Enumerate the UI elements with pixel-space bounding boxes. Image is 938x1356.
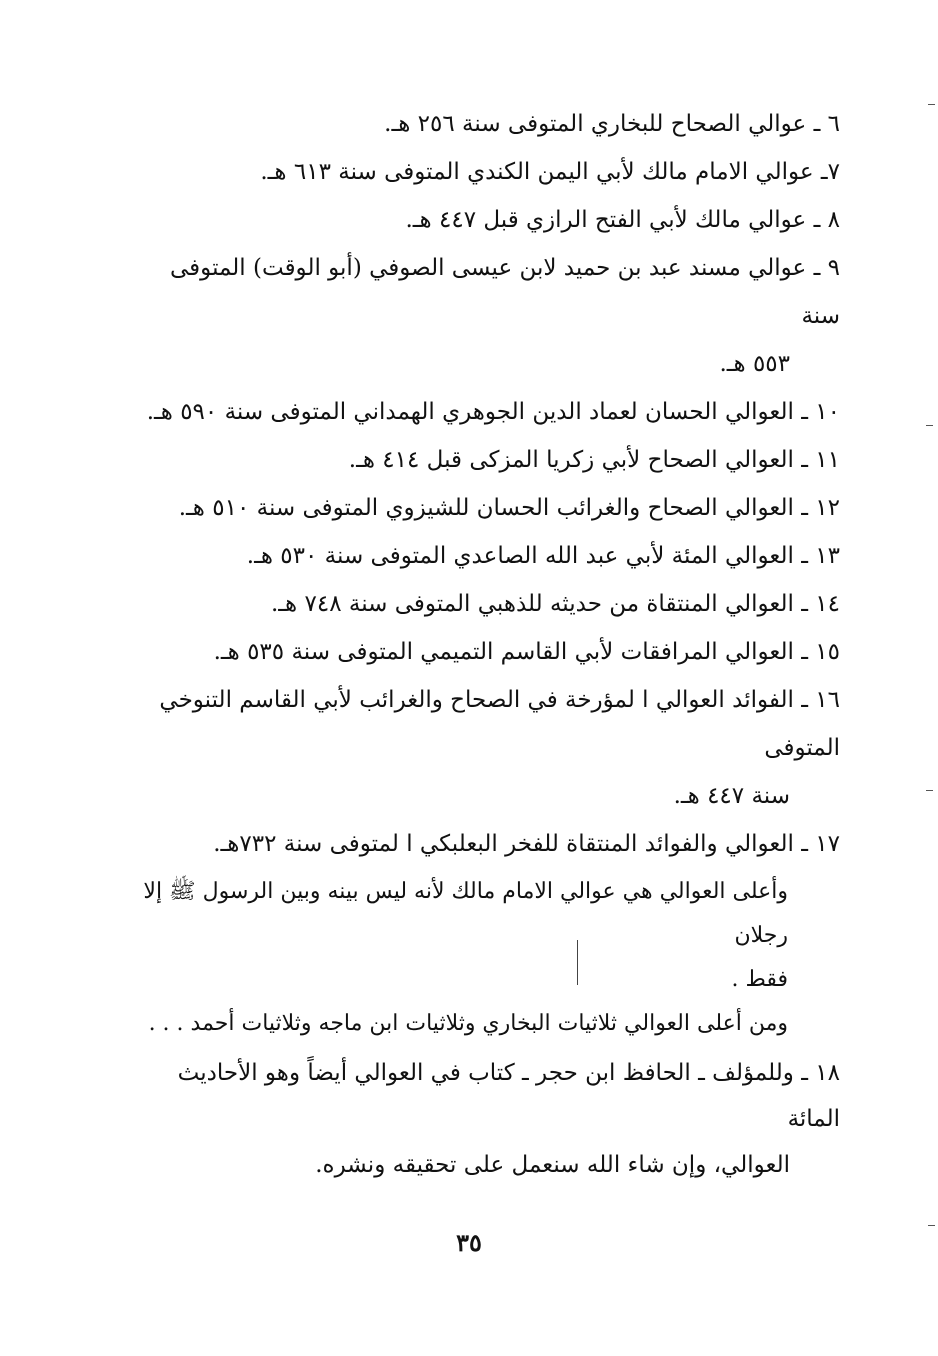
item-number: ١٥ ـ xyxy=(801,639,840,665)
margin-tick-mark xyxy=(928,104,935,105)
item-text: العوالي المئة لأبي عبد الله الصاعدي المتوفى سنة ٥٣٠ هـ. xyxy=(246,543,794,569)
item-number: ٦ ـ xyxy=(813,111,840,137)
item-continuation: العوالي، وإن شاء الله سنعمل على تحقيقه ونشره. xyxy=(315,1152,790,1178)
item-text: العوالي المنتقاة من حديثه للذهبي المتوفى سنة ٧٤٨ هـ. xyxy=(271,591,794,617)
list-item-14 xyxy=(130,580,840,628)
margin-tick-mark xyxy=(928,1225,935,1226)
item-text: وللمؤلف ـ الحافظ ابن حجر ـ كتاب في العوالي أيضاً وهو الأحاديث المائة xyxy=(177,1060,840,1132)
item-number: ١٣ ـ xyxy=(801,543,840,569)
page-content xyxy=(130,100,840,1188)
item-number: ١٨ ـ xyxy=(801,1060,840,1086)
item-number: ١٤ ـ xyxy=(801,591,840,617)
item-text: العوالي والفوائد المنتقاة للفخر البعلبكي ا لمتوفى سنة ٧٣٢هـ. xyxy=(213,831,794,857)
margin-tick-mark xyxy=(926,790,933,791)
list-item-15 xyxy=(130,628,840,676)
list-item-8 xyxy=(130,196,840,244)
note-continuation: فقط . xyxy=(731,967,788,992)
list-item-9 xyxy=(130,244,840,388)
list-item-7 xyxy=(130,148,840,196)
item-number: ١١ ـ xyxy=(801,447,840,473)
note-paragraph-1 xyxy=(130,870,840,1002)
item-text: العوالي الصحاح والغرائب الحسان للشيزوي المتوفى سنة ٥١٠ هـ. xyxy=(178,495,794,521)
item-text: عوالي مالك لأبي الفتح الرازي قبل ٤٤٧ هـ. xyxy=(405,207,807,233)
item-number: ١٧ ـ xyxy=(801,831,840,857)
list-item-12 xyxy=(130,484,840,532)
item-number: ٩ ـ xyxy=(813,255,840,281)
list-item-10 xyxy=(130,388,840,436)
item-continuation: ٥٥٣ هـ. xyxy=(719,351,790,377)
list-item-11 xyxy=(130,436,840,484)
list-item-6 xyxy=(130,100,840,148)
item-number: ١٦ ـ xyxy=(801,687,840,713)
item-text: العوالي الحسان لعماد الدين الجوهري الهمداني المتوفى سنة ٥٩٠ هـ. xyxy=(146,399,794,425)
scan-mark-line xyxy=(577,940,578,985)
item-text: الفوائد العوالي ا لمؤرخة في الصحاح والغرائب لأبي القاسم التنوخي المتوفى xyxy=(159,687,840,761)
item-text: عوالي مسند عبد بن حميد لابن عيسى الصوفي (أبو الوقت) المتوفى سنة xyxy=(170,255,840,329)
page-number: ٣٥ xyxy=(456,1228,482,1257)
item-text: العوالي المرافقات لأبي القاسم التميمي المتوفى سنة ٥٣٥ هـ. xyxy=(213,639,794,665)
item-number: ١٠ ـ xyxy=(801,399,840,425)
margin-tick-mark xyxy=(926,425,933,426)
item-text: عوالي الصحاح للبخاري المتوفى سنة ٢٥٦ هـ. xyxy=(384,111,807,137)
list-item-17 xyxy=(130,820,840,868)
item-text: عوالي الامام مالك لأبي اليمن الكندي المتوفى سنة ٦١٣ هـ. xyxy=(260,159,814,185)
item-number: ٧ـ xyxy=(820,159,840,185)
note-paragraph-2 xyxy=(130,1002,840,1046)
list-item-16 xyxy=(130,676,840,820)
list-item-18 xyxy=(130,1050,840,1188)
note-text: ومن أعلى العوالي ثلاثيات البخاري وثلاثيات ابن ماجه وثلاثيات أحمد . . . xyxy=(148,1011,788,1036)
item-continuation: سنة ٤٤٧ هـ. xyxy=(673,783,790,809)
item-text: العوالي الصحاح لأبي زكريا المزكى قبل ٤١٤ هـ. xyxy=(348,447,794,473)
list-item-13 xyxy=(130,532,840,580)
note-text: وأعلى العوالي هي عوالي الامام مالك لأنه ليس بينه وبين الرسول ﷺ إلا رجلان xyxy=(143,879,788,948)
item-number: ٨ ـ xyxy=(813,207,840,233)
item-number: ١٢ ـ xyxy=(801,495,840,521)
